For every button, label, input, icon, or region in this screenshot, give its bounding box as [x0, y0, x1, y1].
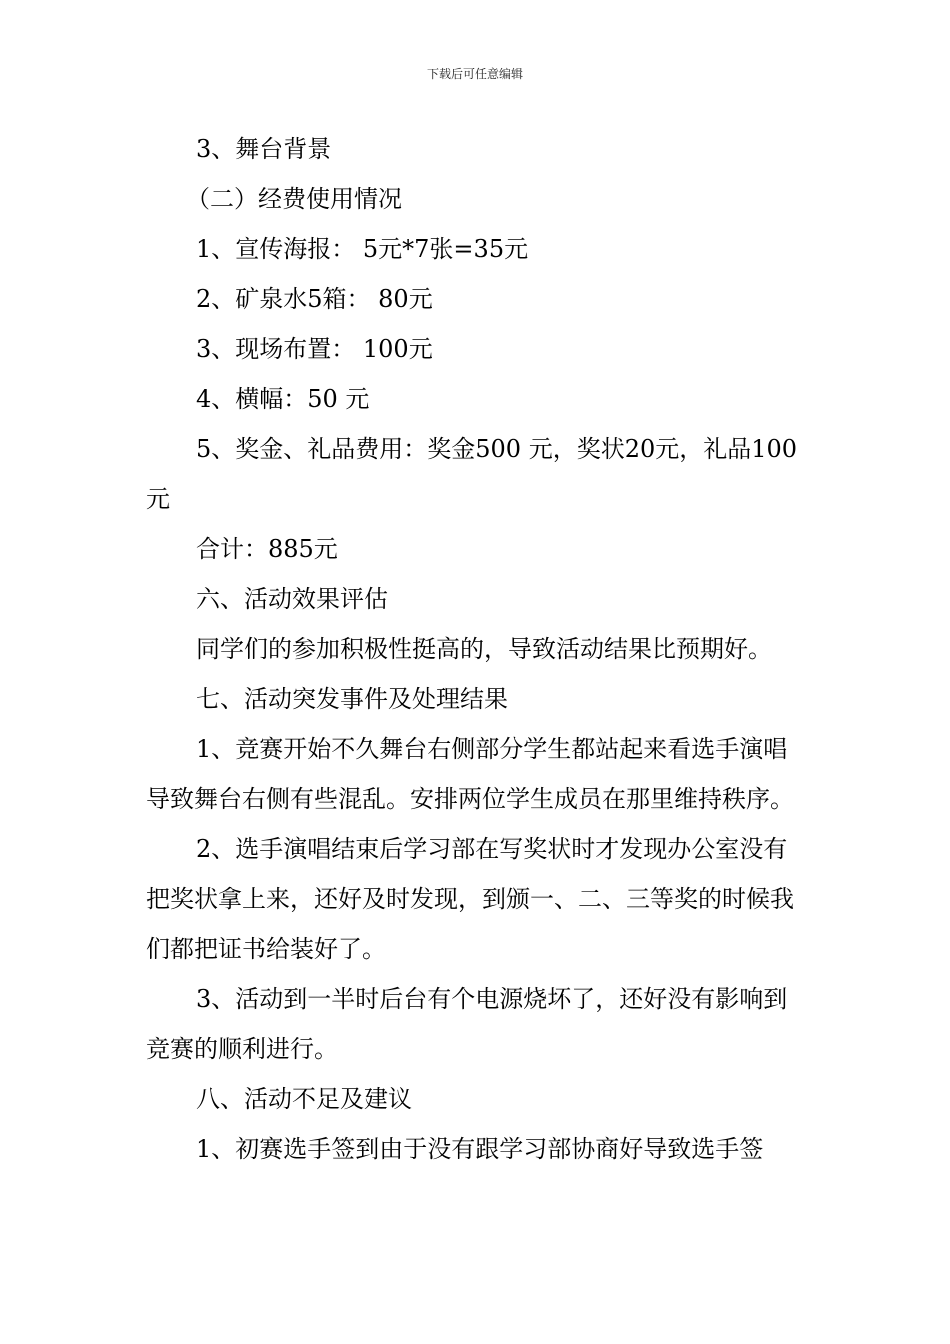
page-header: 下载后可任意编辑	[426, 67, 523, 81]
item-stage-background: 3、舞台背景	[196, 135, 332, 163]
document-body	[146, 124, 806, 1174]
incident-paragraph-1: 1、竞赛开始不久舞台右侧部分学生都站起来看选手演唱导致舞台右侧有些混乱。安排两位学生成员在那里维持秩序。	[146, 735, 794, 813]
item-venue-cost: 3、现场布置： 100元	[196, 335, 433, 363]
item-banner-cost: 4、横幅：50 元	[196, 385, 370, 413]
incident-paragraph-2: 2、选手演唱结束后学习部在写奖状时才发现办公室没有把奖状拿上来，还好及时发现，到颁一、二、三等奖的时候我们都把证书给装好了。	[146, 835, 794, 963]
section-budget-usage-heading: （二）经费使用情况	[186, 185, 402, 213]
item-prize-cost: 5、奖金、礼品费用：奖金500 元，奖状20元，礼品100元	[146, 435, 798, 513]
suggestion-paragraph-1: 1、初赛选手签到由于没有跟学习部协商好导致选手签	[196, 1135, 764, 1163]
total-cost: 合计：885元	[196, 535, 338, 563]
evaluation-paragraph: 同学们的参加积极性挺高的，导致活动结果比预期好。	[196, 635, 772, 663]
incident-paragraph-3: 3、活动到一半时后台有个电源烧坏了，还好没有影响到竞赛的顺利进行。	[146, 985, 788, 1063]
section-7-heading: 七、活动突发事件及处理结果	[196, 685, 508, 713]
section-8-heading: 八、活动不足及建议	[196, 1085, 412, 1113]
item-poster-cost: 1、宣传海报： 5元*7张=35元	[196, 235, 529, 263]
item-water-cost: 2、矿泉水5箱： 80元	[196, 285, 433, 313]
section-6-heading: 六、活动效果评估	[196, 585, 388, 613]
